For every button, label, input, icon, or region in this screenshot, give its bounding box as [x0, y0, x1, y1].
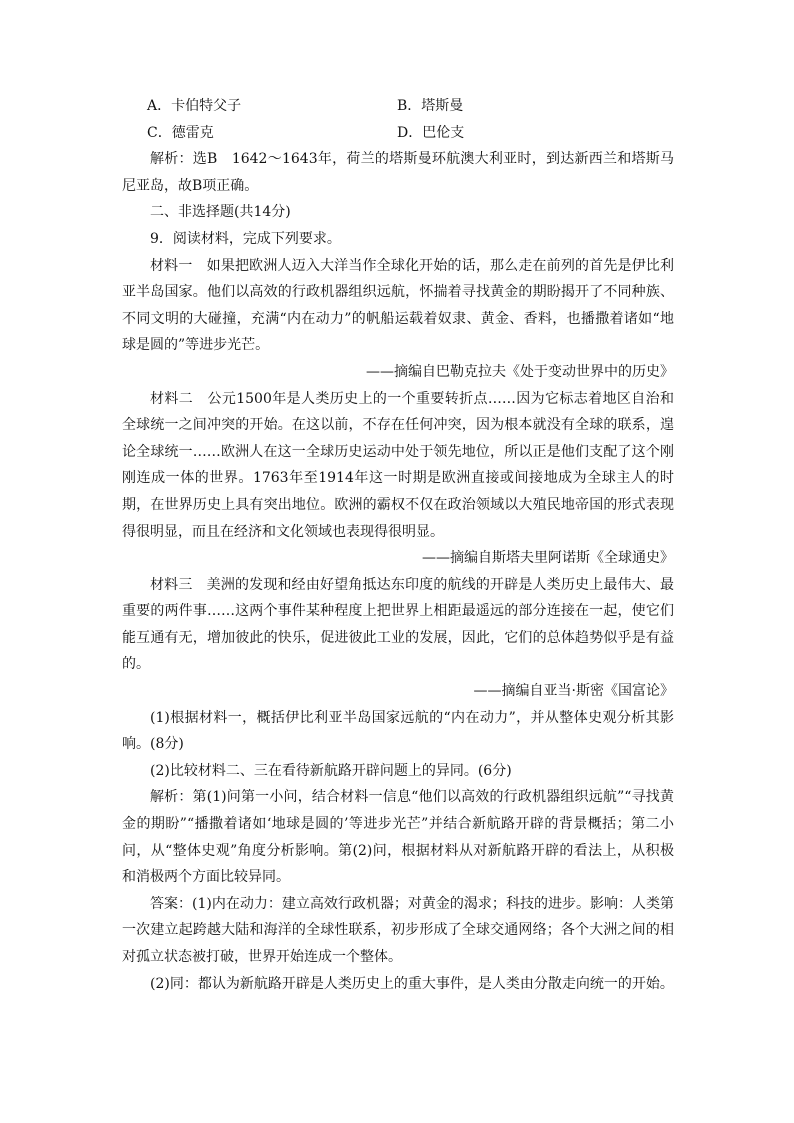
option-d: D．巴伦支: [397, 124, 465, 141]
material-1-source: ——摘编自巴勒克拉夫《处于变动世界中的历史》: [366, 363, 674, 380]
options-row-1: [122, 93, 674, 120]
options-row-2: [122, 120, 674, 147]
q9-analysis: 解析：第(1)问第一小问，结合材料一信息“他们以高效的行政机器组织远航”“寻找黄金的期盼”“播撒着诸如‘地球是圆的’等进步光芒”并结合新航路开辟的背景概括；第二小问，从“整体史观”角度分析影响。第(2)问，根据材料从对新航路开辟的看法上，从积极和消极两个方面比较异同。: [122, 789, 674, 886]
q9-answer-1: 答案：(1)内在动力：建立高效行政机器；对黄金的渴求；科技的进步。影响：人类第一次建立起跨越大陆和海洋的全球性联系，初步形成了全球交通网络；各个大洲之间的相对孤立状态被打破，世界开始连成一个整体。: [122, 895, 674, 965]
q8-analysis: 解析：选B 1642～1643年，荷兰的塔斯曼环航澳大利亚时，到达新西兰和塔斯马尼亚岛，故B项正确。: [122, 151, 674, 194]
material-3-source: ——摘编自亚当·斯密《国富论》: [473, 683, 674, 700]
question-content: [122, 93, 674, 997]
option-a: A．卡伯特父子: [147, 98, 242, 114]
material-1-text: 材料一 如果把欧洲人迈入大洋当作全球化开始的话，那么走在前列的首先是伊比利亚半岛国家。他们以高效的行政机器组织远航，怀揣着寻找黄金的期盼揭开了不同种族、不同文明的大碰撞，充满“内在动力”的帆船运载着奴隶、黄金、香料，也播撒着诸如“地球是圆的”等进步光芒。: [122, 257, 674, 354]
option-c: C．德雷克: [147, 124, 214, 141]
material-2-source: ——摘编自斯塔夫里阿诺斯《全球通史》: [422, 550, 674, 567]
q9-title: 9．阅读材料，完成下列要求。: [150, 230, 341, 247]
material-2-text: 材料二 公元1500年是人类历史上的一个重要转折点……因为它标志着地区自治和全球统一之间冲突的开始。在这以前，不存在任何冲突，因为根本就没有全球的联系，遑论全球统一……欧洲人在这一全球历史运动中处于领先地位，所以正是他们支配了这个刚刚连成一体的世界。1763年至1914年这一时期是欧洲直接或间接地成为全球主人的时期，在世界历史上具有突出地位。欧洲的霸权不仅在政治领域以大殖民地帝国的形式表现得很明显，而且在经济和文化领域也表现得很明显。: [122, 390, 674, 540]
q9-answer-2: (2)同：都认为新航路开辟是人类历史上的重大事件，是人类由分散走向统一的开始。: [150, 975, 674, 992]
material-3-text: 材料三 美洲的发现和经由好望角抵达东印度的航线的开辟是人类历史上最伟大、最重要的两件事……这两个事件某种程度上把世界上相距最遥远的部分连接在一起，使它们能互通有无，增加彼此的快乐，促进彼此工业的发展，因此，它们的总体趋势似乎是有益的。: [122, 576, 674, 673]
q9-part-2: (2)比较材料二、三在看待新航路开辟问题上的异同。(6分): [150, 762, 512, 779]
section-title: 二、非选择题(共14分): [150, 204, 291, 221]
q9-part-1: (1)根据材料一，概括伊比利亚半岛国家远航的“内在动力”，并从整体史观分析其影响。(8分): [122, 709, 674, 753]
option-b: B．塔斯曼: [397, 98, 464, 114]
